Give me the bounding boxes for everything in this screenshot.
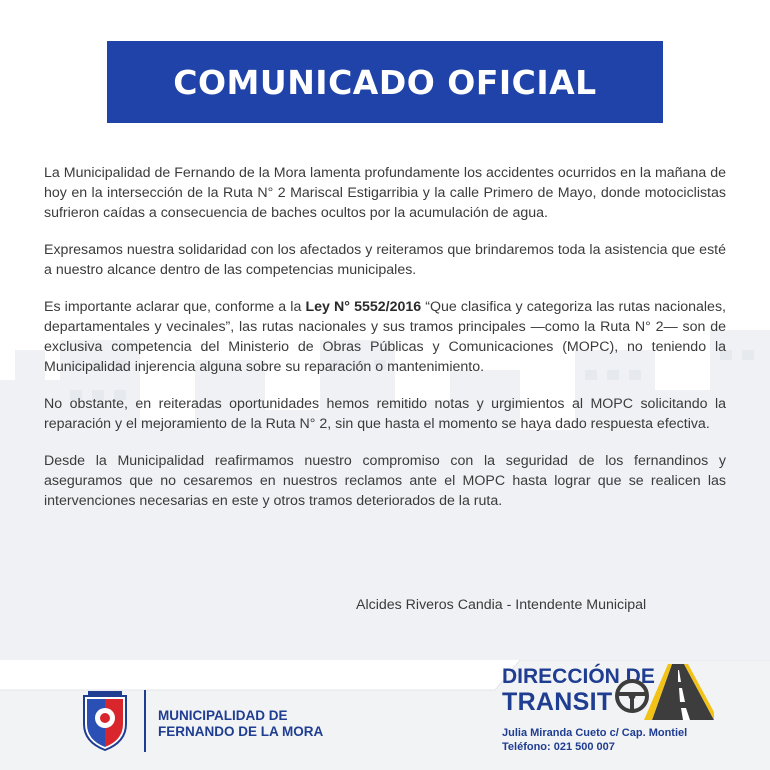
paragraph-2: Expresamos nuestra solidaridad con los afectados y reiteramos que brindaremos toda la asistencia que esté a nuestro alcance dentro de las competencias municipales.: [44, 242, 726, 278]
paragraph-3: [44, 297, 726, 377]
paragraph-3-intro: Es importante aclarar que, conforme a la: [44, 299, 306, 315]
paragraph-5: Desde la Municipalidad reafirmamos nuestro compromiso con la seguridad de los fernandinos y aseguramos que no cesaremos en nuestros reclamos ante el MOPC hasta lograr que se realicen las intervenciones necesarias en este y otros tramos deteriorados de la ruta.: [44, 453, 726, 509]
footer: [0, 660, 770, 770]
footer-divider: [144, 690, 146, 752]
signature: Alcides Riveros Candia - Intendente Municipal: [356, 597, 647, 613]
paragraph-1: La Municipalidad de Fernando de la Mora lamenta profundamente los accidentes ocurridos en la mañana de hoy en la intersección de la Ruta N° 2 Mariscal Estigarribia y la calle Primero de Mayo, donde motociclistas sufrieron caídas a consecuencia de baches ocultos por la acumulación de agua.: [44, 165, 726, 221]
statement-body: [44, 163, 726, 528]
law-reference: Ley N° 5552/2016: [305, 299, 422, 315]
municipality-crest-icon: [80, 690, 130, 752]
department-contact: [502, 726, 687, 754]
municipality-name-line2: FERNANDO DE LA MORA: [158, 724, 324, 739]
page-title: COMUNICADO OFICIAL: [173, 62, 597, 102]
municipality-name-line1: MUNICIPALIDAD DE: [158, 708, 288, 723]
municipality-name: [158, 708, 323, 740]
title-banner: [107, 41, 663, 123]
department-subtitle: TRANSIT: [502, 688, 613, 716]
paragraph-4: No obstante, en reiteradas oportunidades hemos remitido notas y urgimientos al MOPC solicitando la reparación y el mejoramiento de la Ruta N° 2, sin que hasta el momento se haya dado respuesta efectiva.: [44, 396, 726, 432]
department-title: DIRECCIÓN DE: [502, 665, 655, 688]
department-phone: Teléfono: 021 500 007: [502, 741, 615, 753]
road-steering-wheel-icon: [614, 662, 714, 722]
department-address: Julia Miranda Cueto c/ Cap. Montiel: [502, 727, 688, 739]
paragraph-3-rest: “Que clasifica y categoriza las rutas nacionales, departamentales y vecinales”, las rutas nacionales y sus tramos principales —como la Ruta N° 2— son de exclusiva competencia del Ministerio de Obras Públicas y Comunicaciones (MOPC), no teniendo la Municipalidad injerencia alguna sobre su reparación o mantenimiento.: [44, 299, 726, 375]
